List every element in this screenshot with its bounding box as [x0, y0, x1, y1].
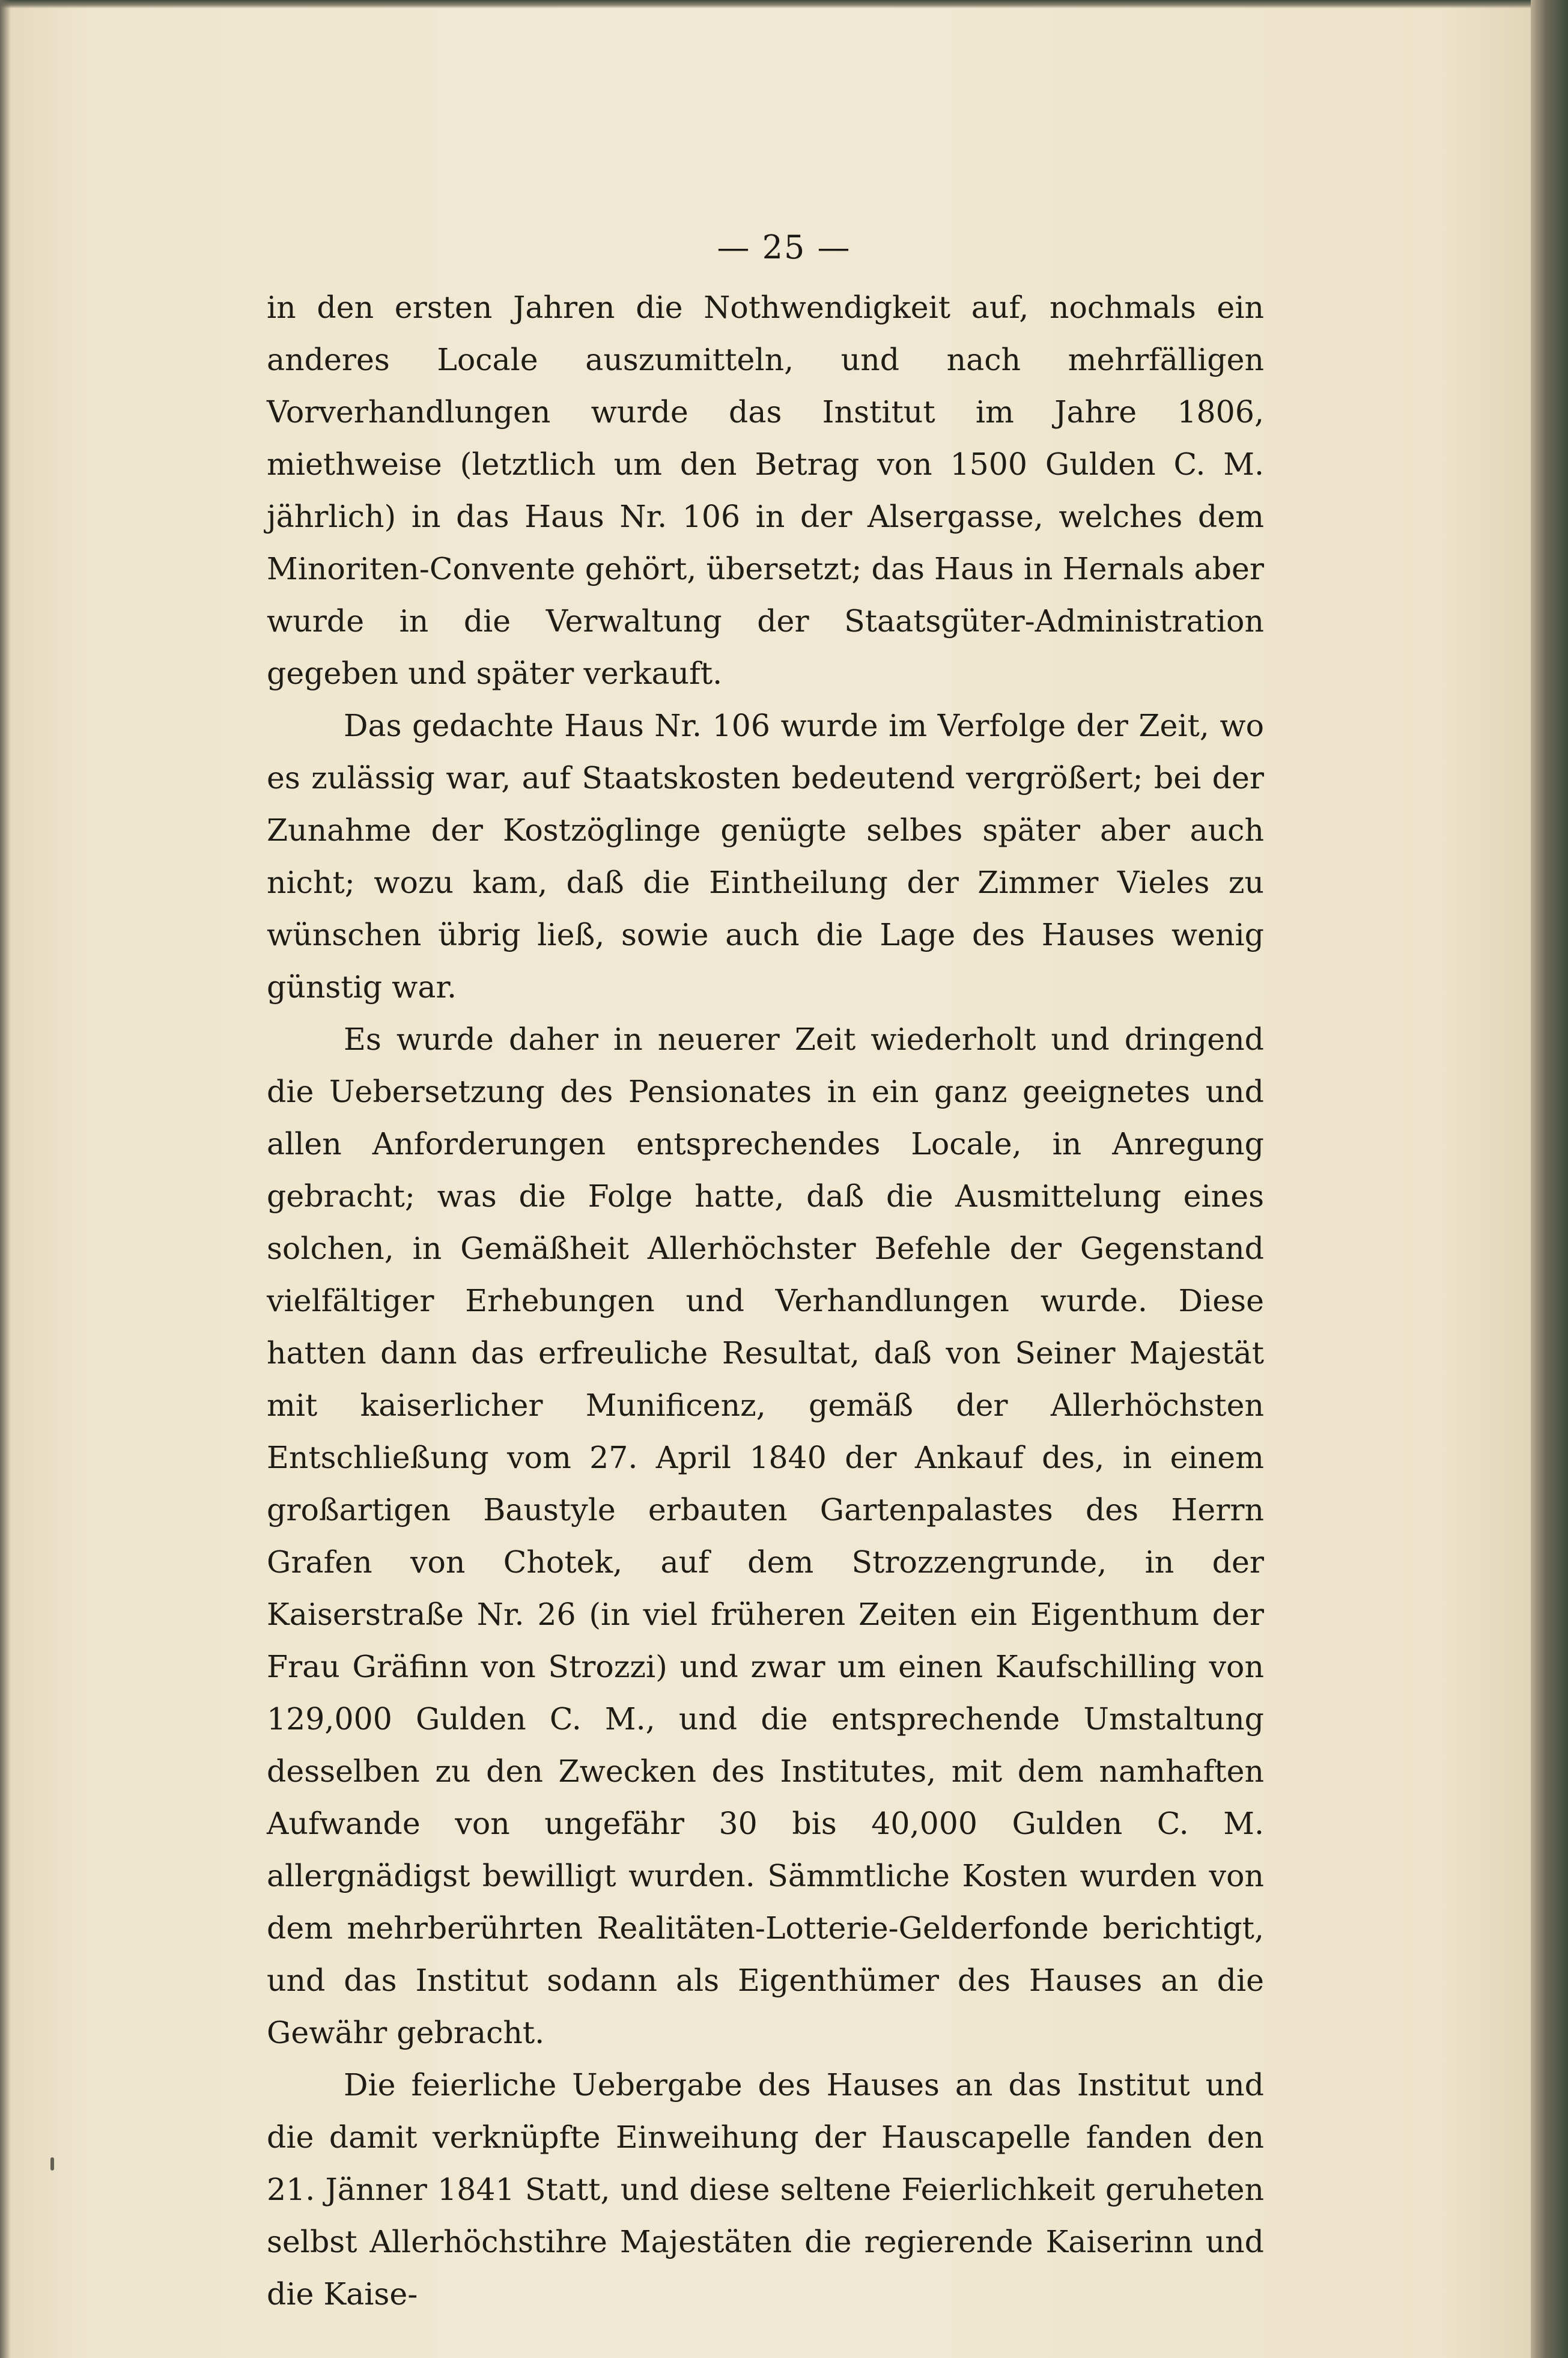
page-number: — 25 — [717, 228, 851, 266]
paragraph-2: Das gedachte Haus Nr. 106 wurde im Verfolge der Zeit, wo es zulässig war, auf Staatskosten bedeutend vergrößert; bei der Zunahme der Kostzöglinge genügte selbes später aber auch nicht; wozu kam, daß die Eintheilung der Zimmer Vieles zu wünschen übrig ließ, sowie auch die Lage des Hauses wenig günstig war. [267, 708, 1264, 1005]
paragraph-4: Die feierliche Uebergabe des Hauses an das Institut und die damit verknüpfte Einweihung der Hauscapelle fanden den 21. Jänner 1841 Statt, und diese seltene Feierlichkeit geruheten selbst Allerhöchstihre Majestäten die regierende Kaiserinn und die Kaise- [267, 2067, 1264, 2312]
body-text [267, 281, 1264, 2320]
book-cover-edge [1531, 0, 1568, 2358]
paragraph-3: Es wurde daher in neuerer Zeit wiederholt und dringend die Uebersetzung des Pensionates in ein ganz geeignetes und allen Anforderungen entsprechendes Locale, in Anregung gebracht; was die Folge hatte, daß die Ausmittelung eines solchen, in Gemäßheit Allerhöchster Befehle der Gegenstand vielfältiger Erhebungen und Verhandlungen wurde. Diese hatten dann das erfreuliche Resultat, daß von Seiner Majestät mit kaiserlicher Munificenz, gemäß der Allerhöchsten Entschließung vom 27. April 1840 der Ankauf des, in einem großartigen Baustyle erbauten Gartenpalastes des Herrn Grafen von Chotek, auf dem Strozzengrunde, in der Kaiserstraße Nr. 26 (in viel früheren Zeiten ein Eigenthum der Frau Gräfinn von Strozzi) und zwar um einen Kaufschilling von 129,000 Gulden C. M., und die entsprechende Umstaltung desselben zu den Zwecken des Institutes, mit dem namhaften Aufwande von ungefähr 30 bis 40,000 Gulden C. M. allergnädigst bewilligt wurden. Sämmtliche Kosten wurden von dem mehrberührten Realitäten-Lotterie-Gelderfonde berichtigt, und das Institut sodann als Eigenthümer des Hauses an die Gewähr gebracht. [267, 1022, 1264, 2050]
page-left-edge [0, 0, 11, 2358]
paragraph-1: in den ersten Jahren die Nothwendigkeit auf, nochmals ein anderes Locale auszumitteln, und nach mehrfälligen Vorverhandlungen wurde das Institut im Jahre 1806, miethweise (letztlich um den Betrag von 1500 Gulden C. M. jährlich) in das Haus Nr. 106 in der Alsergasse, welches dem Minoriten-Convente gehört, übersetzt; das Haus in Hernals aber wurde in die Verwaltung der Staatsgüter-Administration gegeben und später verkauft. [267, 290, 1264, 691]
ink-speck [50, 2157, 54, 2171]
page-top-edge [0, 0, 1568, 8]
